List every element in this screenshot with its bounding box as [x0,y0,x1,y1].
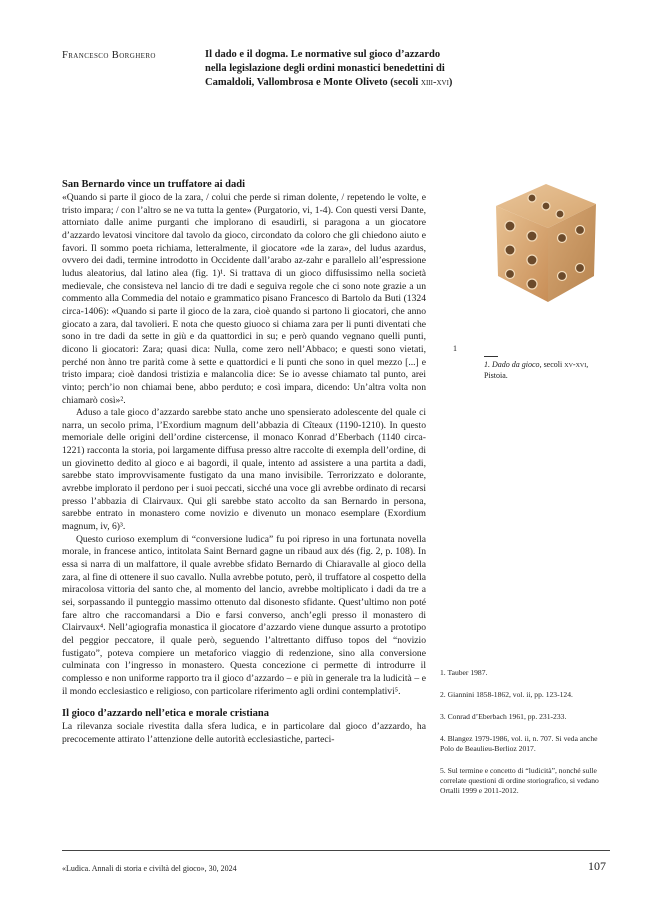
page-number: 107 [588,859,606,873]
footnote: 5. Sul termine e concetto di “ludicità”, nonché sulle correlate questioni di ordine storiografico, si vedano Ortalli 1999 e 2011-2012. [440,766,599,795]
paragraph-2: Aduso a tale gioco d’azzardo sarebbe stato anche uno spensierato adolescente del quale ci narra, un secolo prima, l’Exordium magnum dell’abbazia di Cîteaux (1190-1210). In questo memoriale delle origini dell’ordine cistercense, il monaco Konrad d’Eberbach (1140 circa-1221) racconta la storia, poi largamente diffusa presso altre raccolte di exempla dell’ordine, di un giovinetto dedito al gioco e ai bagordi, il quale, intento ad assistere a una partita a dadi, sarebbe stato improvvisamente fustigato da una mano invisibile. Terrorizzato e dolorante, avrebbe implorato il perdono per i suoi peccati, sicché una voce gli avrebbe ordinato di recarsi presso l’abbazia di Clairvaux. Qui gli sarebbe stato accolto da san Bernardo in persona, sarebbe entrato in monastero come novizio e divenuto un monaco esemplare (Exordium magnum, iv, 6)³. [62,407,426,533]
caption-rest: , secoli [539,360,565,369]
section-heading-1: San Bernardo vince un truffatore ai dadi [62,179,245,190]
footer-journal: «Ludica. Annali di storia e civiltà del gioco», 30, 2024 [62,864,237,873]
paragraph-1: «Quando si parte il gioco de la zara, / colui che perde si riman dolente, / repetendo le volte, e tristo impara; / con l’altro se ne va tutta la gente» (Purgatorio, vi, 1-4). Con questi versi Dante, attorniato dalle anime purganti che implorano di esaudirli, si paragona a un giocatore d’azzardo levatosi vincitore dal tavolo da gioco, circondato da coloro che gli chiedono aiuto e favori. Il sommo poeta richiama, letteralmente, il giocatore «de la zara», del ludus azardus, ovvero dei dadi, termine introdotto in Occidente dall’arabo az-zahr e parallelo all’espressione ludus aleatorius, dal latino alea (fig. 1)¹. Si trattava di un gioco diffusissimo nella società medievale, che consisteva nel lancio di tre dadi e seguiva regole che ci sono note grazie a un commento alla Commedia del notaio e grammatico pisano Francesco di Bartolo da Buti (1324 circa-1406): «Quando si parte il gioco de la zara, cioè quando si partono li giocatori, che anno giocato a zara, dal tavolieri. E nota che questo giuoco si chiama zara per li punti diventati che sono in tre dadi da sette in giù e da quattordici in su; e però quando vegnano quelli punti, dicono li giocatori: Zara; quasi dica: Nulla, come zero nell’Abbaco; e questi sono vietati, perché non ànno tre parità come à sette e quattordici e li punti che sono in quel mezzo [...] e tristo impara; cioè dandosi tristizia e malancolia dice: Se io avesse chiamato tal punto, arei vinto; perch’io non chiamai bene, abbo perduto; e così impara, dicendo: Un’altra volta non chiamarò così»². [62,192,426,406]
article-title-text: Il dado e il dogma. Le normative sul gioco d’azzardo nella legislazione degli ordini monastici benedettini di Camaldoli, Vallombrosa e Monte Oliveto (secoli [205,49,445,88]
figure-caption [484,356,604,381]
footnote: 2. Giannini 1858-1862, vol. ii, pp. 123-124. [440,690,573,699]
caption-title: 1. Dado da gioco [484,360,540,369]
footnote: 4. Blangez 1979-1986, vol. ii, n. 707. Si veda anche Polo de Beaulieu-Berlioz 2017. [440,734,598,753]
article-title-centuries: xiii-xvi [420,77,449,88]
paragraph-4: La rilevanza sociale rivestita dalla sfera ludica, e in particolare dal gioco d’azzardo, ha precocemente attirato l’attenzione delle autorità ecclesiastiche, parteci- [62,721,426,745]
article-title-close: ) [448,77,453,88]
paragraph-3: Questo curioso exemplum di “conversione ludica” fu poi ripreso in una fortunata novella morale, in francese antico, intitolata Saint Bernard gagne un ribaud aux dés (fig. 2, p. 108). In essa si narra di un malfattore, il quale avrebbe sfidato Bernardo di Chiaravalle al gioco della zara, al fine di ottenere il suo cavallo. Nulla avrebbe potuto, però, il truffatore al cospetto della miracolosa vittoria del santo che, al momento del lancio, avrebbe moltiplicato i dadi da tre a sei, sorpassando il punteggio massimo ottenuto dal disonesto sfidante. Quest’ultimo non poté fare altro che raccomandarsi a Dio e farsi converso, anch’egli presso il monastero di Clairvaux⁴. Nell’agiografia monastica il giocatore d’azzardo viene dunque assurto a prototipo del peggior peccatore, il quale però, seguendo l’altrettanto diffuso topos del “novizio fustigato”, poteva compiere un metaforico viaggio di redenzione, sino alla conversione culminata con l’ingresso in monastero. Questa concezione ci permette di introdurre il complesso e non uniforme rapporto tra il gioco d’azzardo – e più in generale tra la ludicità – e il mondo ecclesiastico e religioso, con particolare riferimento agli ordini contemplativi⁵. [62,533,426,697]
footnote: 3. Conrad d’Eberbach 1961, pp. 231-233. [440,712,567,721]
caption-centuries: xv-xvi [564,360,587,369]
footnotes [440,668,610,808]
caption-place: , Pistoia. [484,360,589,380]
footnote: 1. Tauber 1987. [440,668,488,677]
section-heading-2: Il gioco d’azzardo nell’etica e morale cristiana [62,708,270,720]
figure-number: 1 [453,344,457,353]
main-text-column [62,178,426,747]
article-title [205,48,455,90]
caption-rule [484,356,498,357]
footer-divider [62,850,610,851]
dice-photo [486,178,604,310]
author-name: Francesco Borghero [62,50,156,61]
